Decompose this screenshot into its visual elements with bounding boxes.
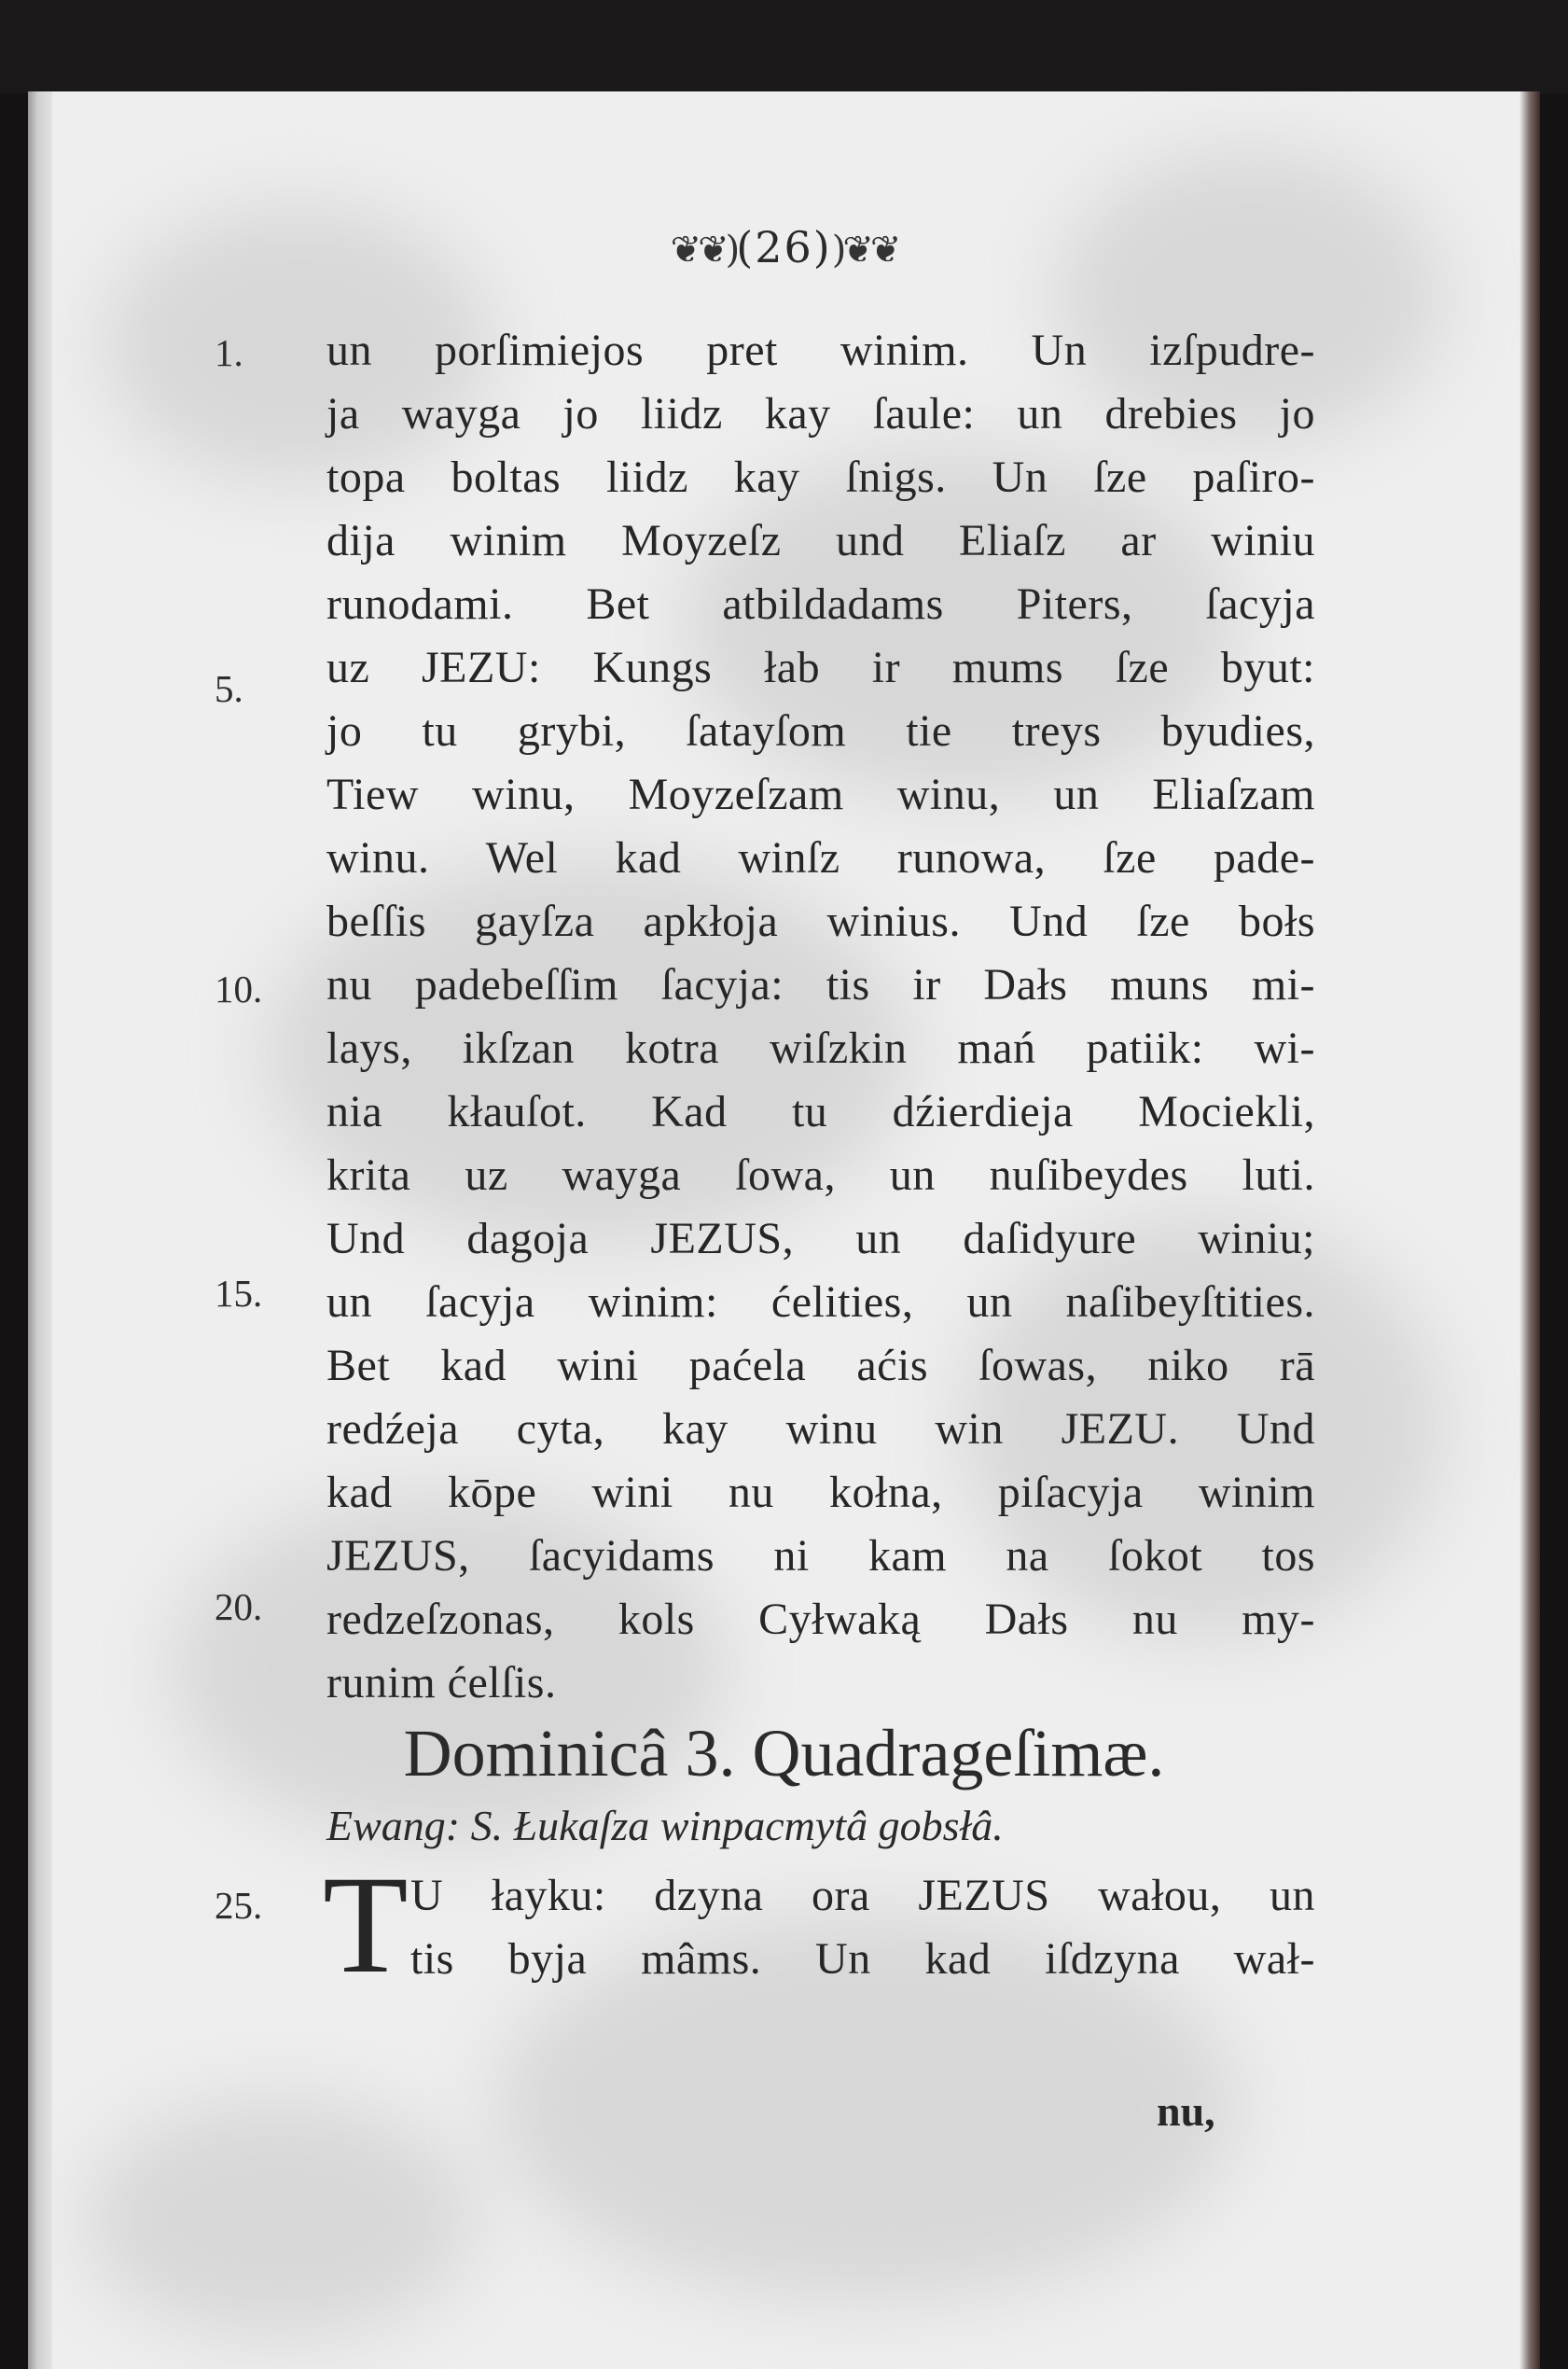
text-line: U łayku: dzyna ora JEZUS wałou, un	[410, 1871, 1315, 1920]
text-line: un porſimiejos pret winim. Un izſpudre-	[326, 326, 1315, 375]
text-line: JEZUS, ſacyidams ni kam na ſokot tos	[326, 1531, 1315, 1581]
text-line: Bet kad wini paćela aćis ſowas, niko rā	[326, 1341, 1315, 1390]
line-number: 15.	[215, 1272, 263, 1315]
text-line: winu. Wel kad winſz runowa, ſze pade-	[326, 833, 1315, 883]
text-line: jo tu grybi, ſatayſom tie treys byudies,	[326, 706, 1315, 756]
line-number: 10.	[215, 968, 263, 1010]
text-line: redzeſzonas, kols Cyłwaką Dałs nu my-	[326, 1595, 1315, 1644]
page-header	[28, 222, 1540, 272]
page-edge	[1519, 91, 1540, 2369]
text-line: krita uz wayga ſowa, un nuſibeydes luti.	[326, 1150, 1315, 1200]
page-number-close: )	[812, 222, 832, 272]
line-number: 25.	[215, 1884, 263, 1927]
text-line: nu padebeſſim ſacyja: tis ir Dałs muns mi-	[326, 960, 1315, 1010]
text-line: runim ćelſis.	[326, 1658, 557, 1707]
text-line: nia kłauſot. Kad tu dźierdieja Mociekli,	[326, 1087, 1315, 1136]
text-line: beſſis gayſza apkłoja winius. Und ſze bołs	[326, 897, 1315, 946]
line-number: 1.	[215, 331, 243, 374]
scan-background	[0, 0, 1568, 93]
text-line: Tiew winu, Moyzeſzam winu, un Eliaſzam	[326, 770, 1315, 819]
section-subtitle: Ewang: S. Łukaſza winpacmytâ gobsłâ.	[326, 1802, 1004, 1849]
text-line: runodami. Bet atbildadams Piters, ſacyja	[326, 579, 1315, 629]
section-title: Dominicâ 3. Quadrageſimæ.	[403, 1716, 1165, 1791]
page-number-open: (	[736, 222, 756, 272]
book-page	[28, 91, 1540, 2369]
page-number: 26	[755, 222, 813, 272]
text-line: dija winim Moyzeſz und Eliaſz ar winiu	[326, 516, 1315, 565]
ornament-left-icon: ❦❦)	[670, 229, 737, 272]
text-line: kad kōpe wini nu kołna, piſacyja winim	[326, 1468, 1315, 1517]
text-line: un ſacyja winim: ćelities, un naſibeyſtities.	[326, 1277, 1315, 1327]
line-number: 5.	[215, 667, 243, 710]
text-line: ja wayga jo liidz kay ſaule: un drebies jo	[326, 389, 1315, 439]
ornament-right-icon: )❦❦	[831, 229, 898, 272]
line-number: 20.	[215, 1585, 263, 1628]
text-line: topa boltas liidz kay ſnigs. Un ſze paſiro-	[326, 453, 1315, 502]
text-line: tis byja mâms. Un kad iſdzyna wał-	[410, 1934, 1315, 1984]
text-line: lays, ikſzan kotra wiſzkin mań patiik: wi-	[326, 1024, 1315, 1073]
text-line: uz JEZU: Kungs łab ir mums ſze byut:	[326, 643, 1315, 692]
text-line: Und dagoja JEZUS, un daſidyure winiu;	[326, 1214, 1315, 1263]
text-line: redźeja cyta, kay winu win JEZU. Und	[326, 1404, 1315, 1454]
catchword: nu,	[1157, 2087, 1215, 2135]
drop-cap: T	[323, 1847, 409, 2002]
paper-stain	[84, 2097, 476, 2340]
binding-edge	[28, 91, 52, 2369]
